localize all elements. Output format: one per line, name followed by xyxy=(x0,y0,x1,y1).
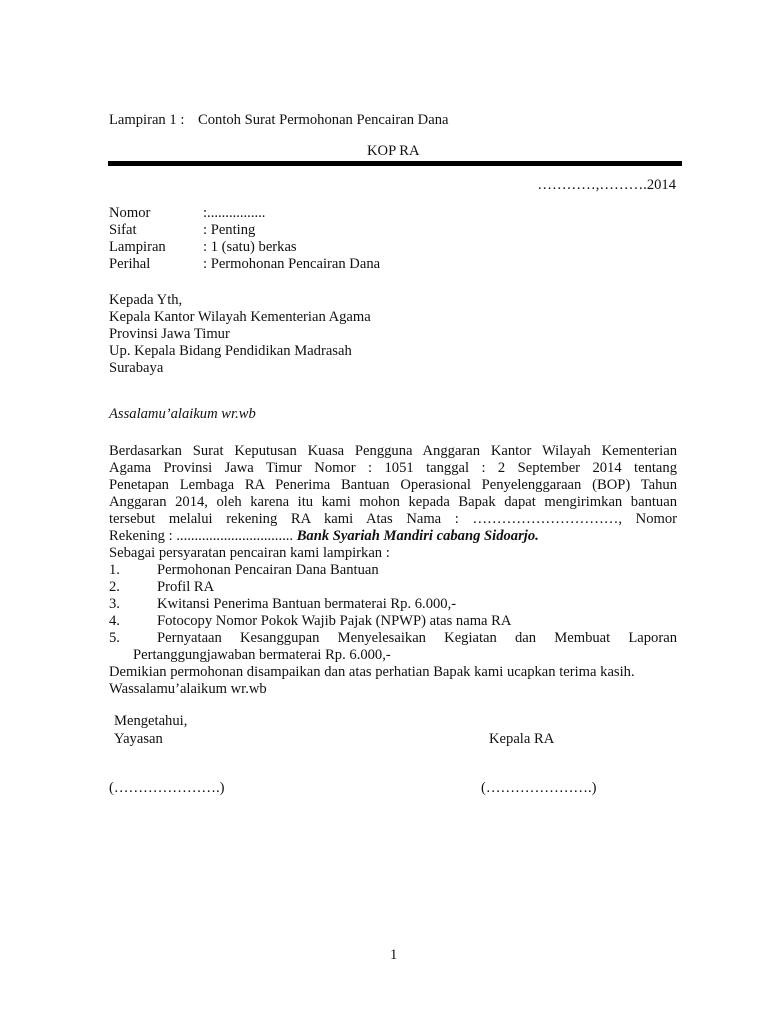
list-item: Fotocopy Nomor Pokok Wajib Pajak (NPWP) atas nama RA xyxy=(157,613,512,629)
list-number: 1. xyxy=(109,562,120,578)
meta-label-sifat: Sifat xyxy=(109,222,137,238)
list-item-continuation: Pertanggungjawaban bermaterai Rp. 6.000,- xyxy=(133,647,391,663)
body-line: Berdasarkan Surat Keputusan Kuasa Pengguna Anggaran Kantor Wilayah Kementerian xyxy=(109,443,677,459)
meta-value-perihal: : Permohonan Pencairan Dana xyxy=(203,256,381,272)
body-paragraph xyxy=(109,443,677,528)
meta-value-sifat: : Penting xyxy=(203,222,256,238)
recipient-line: Up. Kepala Bidang Pendidikan Madrasah xyxy=(109,343,352,359)
bank-name: Bank Syariah Mandiri cabang Sidoarjo. xyxy=(296,528,539,544)
mengetahui-label: Mengetahui, xyxy=(114,713,188,729)
closing-sentence: Demikian permohonan disampaikan dan atas perhatian Bapak kami ucapkan terima kasih. xyxy=(109,664,635,680)
signature-right-title: Kepala RA xyxy=(489,731,555,747)
kop-title: KOP RA xyxy=(367,143,420,159)
list-item: Permohonan Pencairan Dana Bantuan xyxy=(157,562,379,578)
signature-left-blank: (………………….) xyxy=(109,780,225,796)
rekening-line xyxy=(109,528,539,545)
recipient-line: Kepala Kantor Wilayah Kementerian Agama xyxy=(109,309,371,325)
list-number: 4. xyxy=(109,613,120,629)
body-line: Penetapan Lembaga RA Penerima Bantuan Operasional Penyelenggaraan (BOP) Tahun xyxy=(109,477,677,493)
list-number: 3. xyxy=(109,596,120,612)
requirements-intro: Sebagai persyaratan pencairan kami lampirkan : xyxy=(109,545,390,561)
body-line: tersebut melalui rekening RA kami Atas Nama : …………………………, Nomor xyxy=(109,511,677,527)
page-number: 1 xyxy=(390,947,398,963)
greeting: Assalamu’alaikum wr.wb xyxy=(109,406,256,422)
list-item: Pernyataan Kesanggupan Menyelesaikan Kegiatan dan Membuat Laporan xyxy=(157,630,677,646)
header-rule xyxy=(108,161,682,166)
recipient-line: Surabaya xyxy=(109,360,164,376)
lampiran-label: Lampiran 1 : xyxy=(109,112,185,128)
recipient-line: Provinsi Jawa Timur xyxy=(109,326,230,342)
meta-label-perihal: Perihal xyxy=(109,256,151,272)
meta-label-lampiran: Lampiran xyxy=(109,239,166,255)
body-line: Anggaran 2014, oleh karena itu kami mohon kepada Bapak dapat mengirimkan bantuan xyxy=(109,494,677,510)
farewell: Wassalamu’alaikum wr.wb xyxy=(109,681,267,697)
meta-value-lampiran: : 1 (satu) berkas xyxy=(203,239,297,255)
list-item: Profil RA xyxy=(157,579,215,595)
list-number: 5. xyxy=(109,630,120,646)
meta-label-nomor: Nomor xyxy=(109,205,151,221)
rekening-prefix: Rekening : ................................ xyxy=(109,528,294,544)
meta-value-nomor: :................ xyxy=(203,205,266,221)
body-line: Agama Provinsi Jawa Timur Nomor : 1051 tanggal : 2 September 2014 tentang xyxy=(109,460,677,476)
list-number: 2. xyxy=(109,579,120,595)
recipient-line: Kepada Yth, xyxy=(109,292,183,308)
lampiran-title: Contoh Surat Permohonan Pencairan Dana xyxy=(198,112,449,128)
list-item: Kwitansi Penerima Bantuan bermaterai Rp. 6.000,- xyxy=(157,596,457,612)
signature-right-blank: (………………….) xyxy=(481,780,597,796)
signature-left-title: Yayasan xyxy=(114,731,163,747)
date-line: …………,……….2014 xyxy=(537,177,676,193)
